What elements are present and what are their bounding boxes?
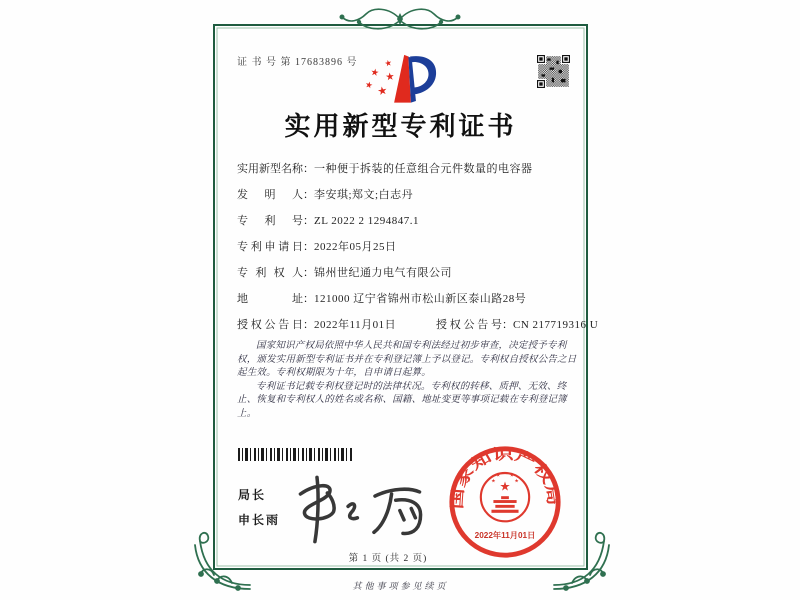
- legal-paragraph-2: 专利证书记载专利权登记时的法律状况。专利权的转移、质押、无效、终止、恢复和专利权人的姓名或名称、国籍、地址变更等事项记载在专利登记簿上。: [237, 381, 567, 419]
- colon: ：: [303, 163, 314, 175]
- colon: ：: [502, 319, 513, 331]
- director-signature: [288, 466, 433, 551]
- field-value: 一种便于拆装的任意组合元件数量的电容器: [314, 163, 533, 175]
- seal-date: 2022年11月01日: [474, 530, 536, 540]
- field-value: ZL 2022 2 1294847.1: [314, 215, 420, 227]
- field-label: 发明人: [237, 189, 303, 201]
- director-name: 申长雨: [238, 513, 281, 527]
- colon: ：: [303, 189, 314, 201]
- qr-code: [537, 55, 570, 88]
- field-value: 锦州世纪通力电气有限公司: [314, 267, 452, 279]
- field-row-address: [237, 286, 582, 312]
- legal-paragraph-1: 国家知识产权局依照中华人民共和国专利法经过初步审查，决定授予专利权，颁发实用新型专利证书并在专利登记簿上予以登记。专利权自授权公告之日起生效。专利权期限为十年，自申请日起算。: [237, 341, 577, 378]
- field-value: 2022年05月25日: [314, 241, 397, 253]
- field-label: 专利号: [237, 215, 303, 227]
- field-label: 授权公告日: [237, 319, 303, 331]
- certificate-number: 证 书 号 第 17683896 号: [237, 57, 358, 68]
- svg-text:国家知识产权局: [448, 445, 562, 510]
- seal-org-text: 国家知识产权局: [449, 447, 560, 510]
- signer-block: [238, 486, 280, 536]
- colon: ：: [303, 319, 314, 331]
- field-label: 地址: [237, 293, 303, 305]
- field-label: 专利权人: [237, 267, 303, 279]
- field-label: 实用新型名称: [237, 163, 303, 175]
- field-value: 121000 辽宁省锦州市松山新区泰山路28号: [314, 293, 527, 305]
- page-indicator: 第 1 页 (共 2 页): [348, 554, 428, 564]
- field-label: 专利申请日: [237, 241, 303, 253]
- field-row-grant: [237, 312, 599, 338]
- certificate-fields: [237, 156, 599, 338]
- colon: ：: [303, 293, 314, 305]
- certificate-title: 实用新型专利证书: [284, 112, 517, 141]
- colon: ：: [303, 215, 314, 227]
- field-row-name: [237, 156, 582, 182]
- field-value: 李安琪;郑文;白志丹: [314, 189, 414, 201]
- top-ornament-icon: [335, 3, 465, 35]
- footer-note: 其他事项参见续页: [352, 581, 449, 591]
- field-row-inventors: [237, 182, 582, 208]
- director-title: 局长: [238, 488, 267, 502]
- field-row-patent-number: [237, 208, 582, 234]
- official-seal: [447, 444, 563, 560]
- barcode: [238, 448, 352, 461]
- national-emblem-icon: [481, 473, 529, 521]
- field-row-filing-date: [237, 234, 582, 260]
- field-row-patentee: [237, 260, 582, 286]
- colon: ：: [303, 241, 314, 253]
- field-value: 2022年11月01日: [314, 319, 397, 331]
- field-value: CN 217719316 U: [513, 319, 599, 331]
- field-label: 授权公告号: [436, 319, 502, 331]
- colon: ：: [303, 267, 314, 279]
- cnipa-logo-icon: [362, 54, 438, 106]
- legal-paragraphs: [237, 340, 582, 421]
